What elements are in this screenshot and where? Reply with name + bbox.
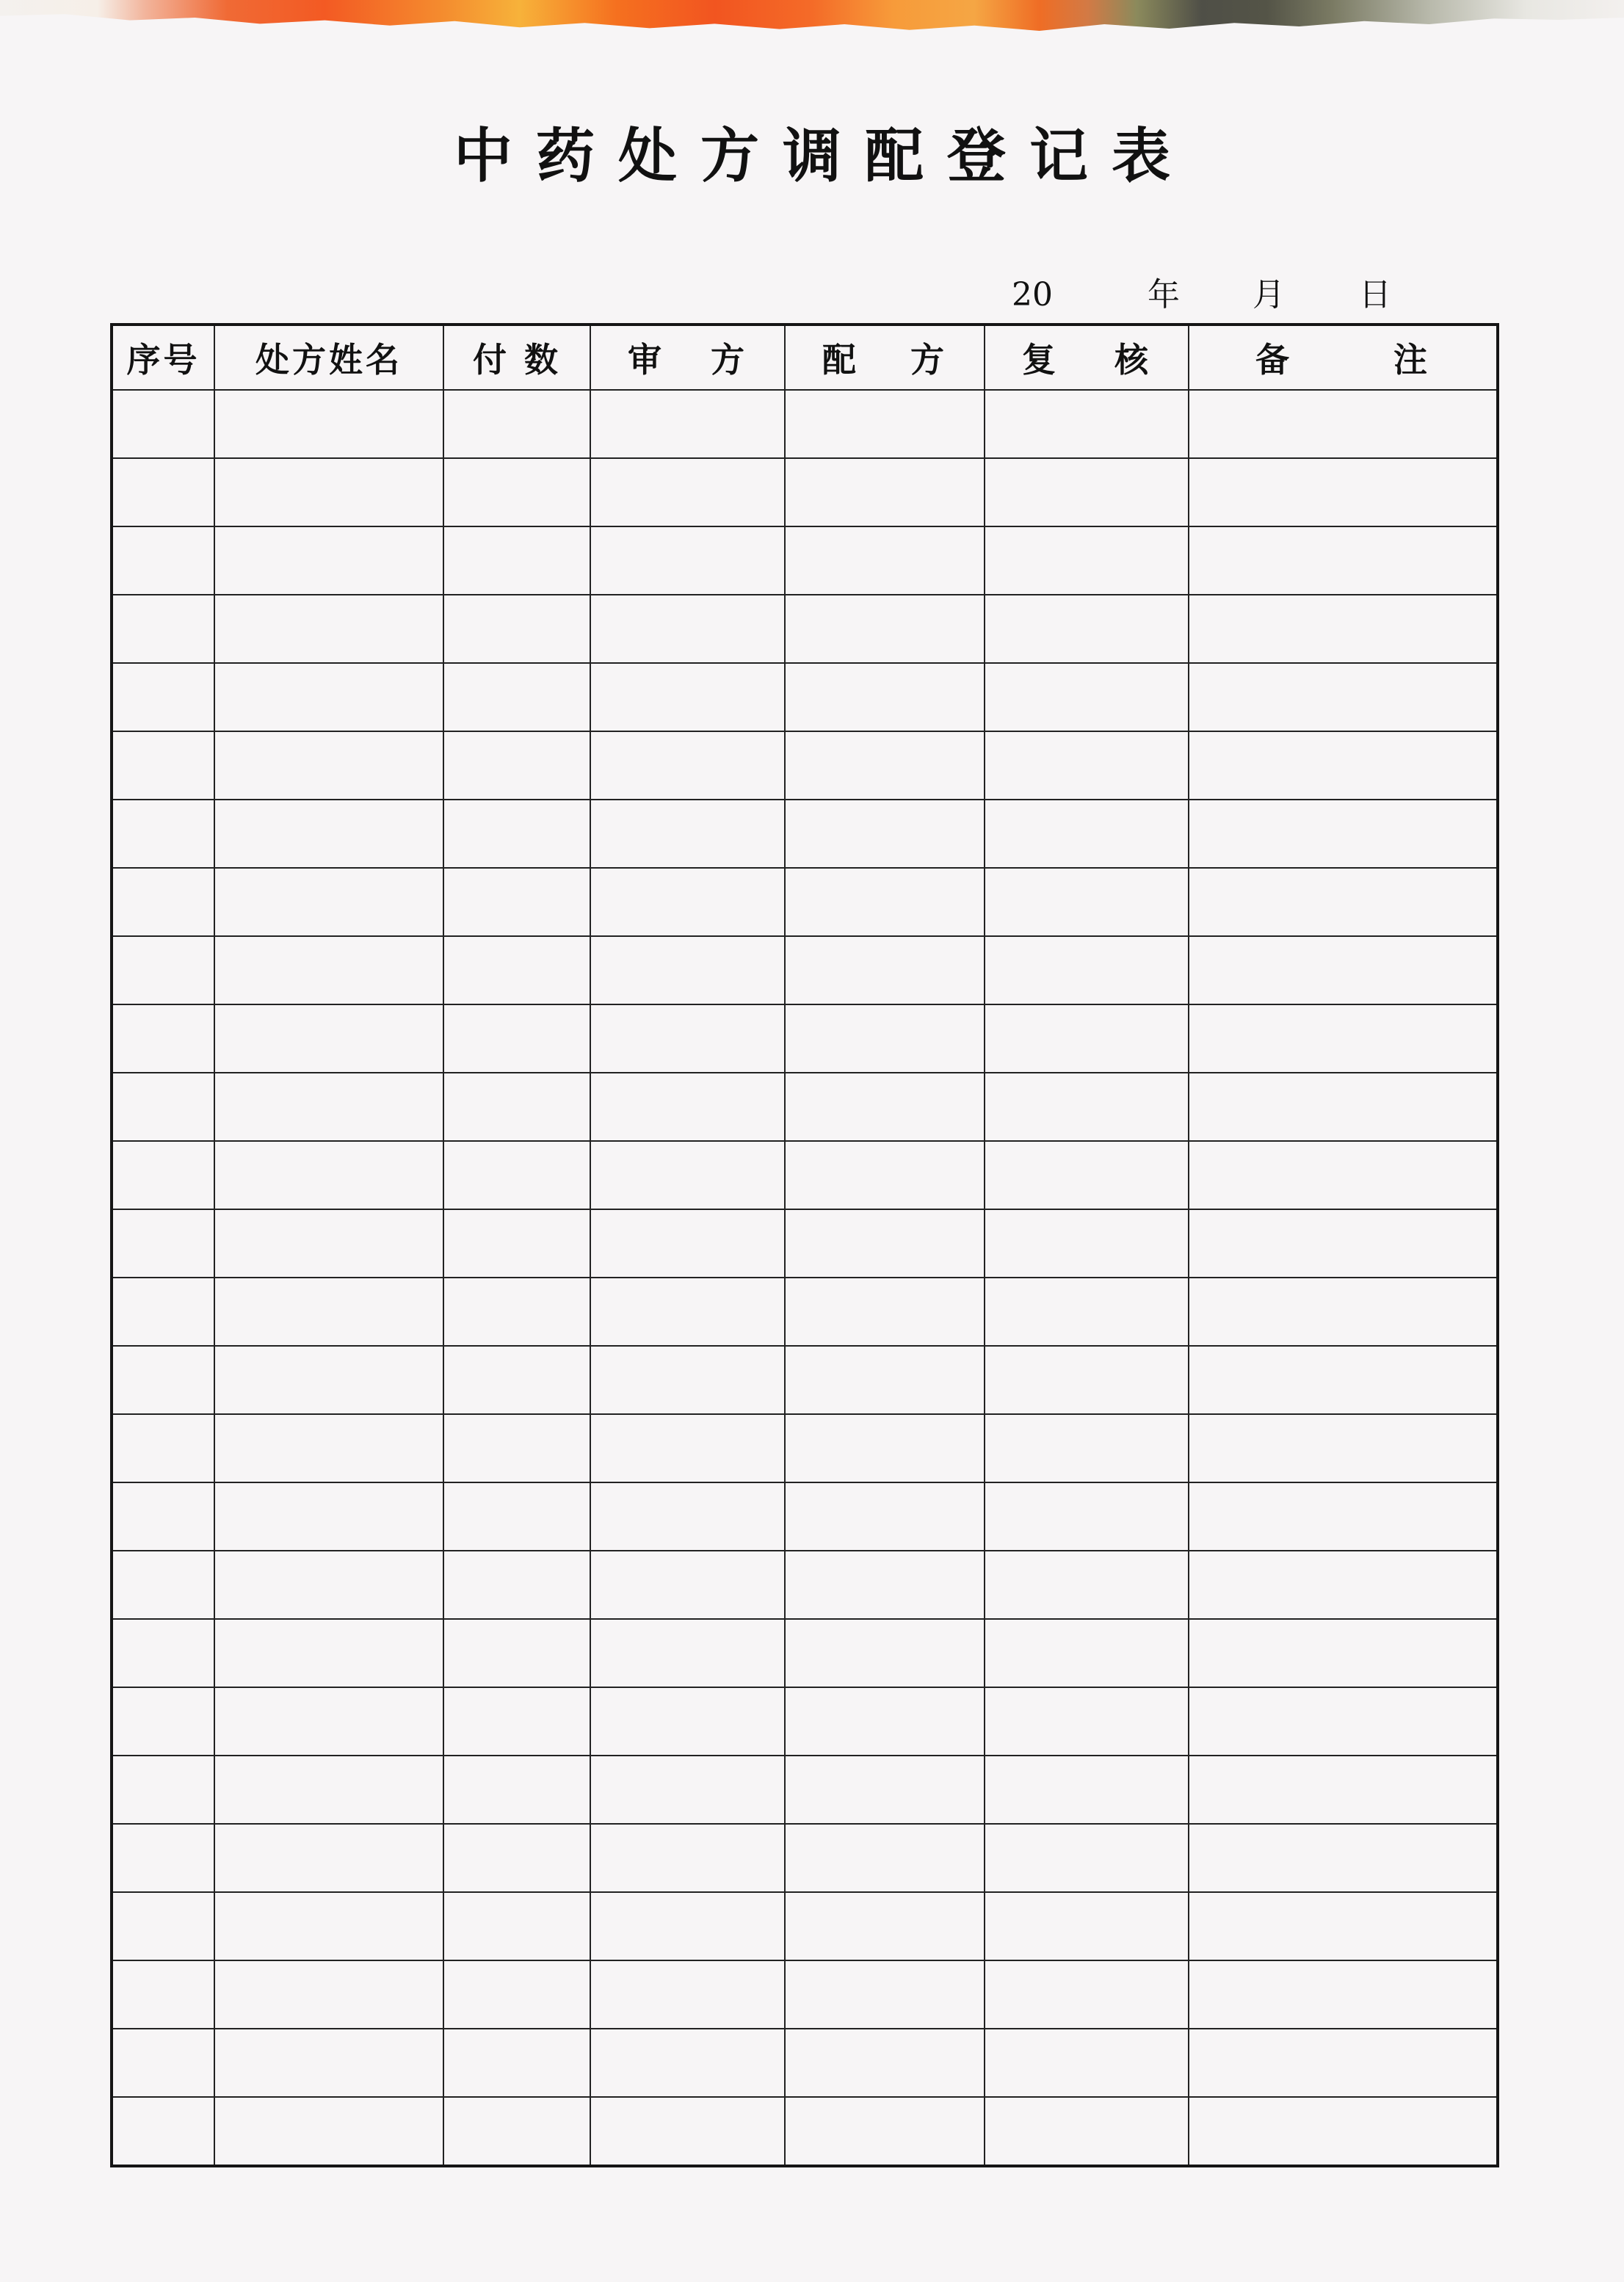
table-cell-dispense[interactable] — [785, 800, 985, 868]
table-cell-remarks[interactable] — [1189, 526, 1498, 595]
table-cell-name[interactable] — [214, 936, 443, 1004]
table-cell-remarks[interactable] — [1189, 1619, 1498, 1687]
table-cell-name[interactable] — [214, 1073, 443, 1141]
table-cell-dispense[interactable] — [785, 2097, 985, 2166]
table-cell-recheck[interactable] — [985, 1209, 1189, 1278]
table-row — [112, 1482, 1498, 1551]
table-cell-dispense[interactable] — [785, 731, 985, 800]
table-cell-name[interactable] — [214, 595, 443, 663]
header-dispense-part-2: 方 — [910, 340, 947, 380]
table-cell-count[interactable] — [443, 390, 590, 458]
table-cell-dispense[interactable] — [785, 1551, 985, 1619]
table-row — [112, 1209, 1498, 1278]
table-cell-remarks[interactable] — [1189, 663, 1498, 731]
table-cell-seq[interactable] — [112, 1824, 214, 1892]
table-cell-recheck[interactable] — [985, 868, 1189, 936]
table-cell-seq[interactable] — [112, 1960, 214, 2029]
table-cell-remarks[interactable] — [1189, 1141, 1498, 1209]
table-cell-seq[interactable] — [112, 1892, 214, 1960]
table-cell-review[interactable] — [590, 1278, 785, 1346]
table-cell-count[interactable] — [443, 663, 590, 731]
table-cell-remarks[interactable] — [1189, 1892, 1498, 1960]
table-cell-dispense[interactable] — [785, 1892, 985, 1960]
table-cell-review[interactable] — [590, 1004, 785, 1073]
header-seq: 序号 — [112, 325, 214, 390]
table-cell-count[interactable] — [443, 1346, 590, 1414]
header-review-part-2: 方 — [711, 340, 747, 380]
table-cell-review[interactable] — [590, 800, 785, 868]
table-cell-review[interactable] — [590, 595, 785, 663]
table-cell-remarks[interactable] — [1189, 1824, 1498, 1892]
table-cell-name[interactable] — [214, 1619, 443, 1687]
table-cell-count[interactable] — [443, 1073, 590, 1141]
table-cell-seq[interactable] — [112, 1619, 214, 1687]
table-cell-name[interactable] — [214, 1482, 443, 1551]
table-row — [112, 1141, 1498, 1209]
table-cell-dispense[interactable] — [785, 1141, 985, 1209]
table-cell-review[interactable] — [590, 1073, 785, 1141]
table-cell-seq[interactable] — [112, 390, 214, 458]
table-cell-review[interactable] — [590, 1346, 785, 1414]
table-row — [112, 1960, 1498, 2029]
table-cell-remarks[interactable] — [1189, 1004, 1498, 1073]
table-cell-dispense[interactable] — [785, 1482, 985, 1551]
table-cell-name[interactable] — [214, 2029, 443, 2097]
date-month-label: 月 — [1253, 276, 1285, 314]
table-cell-name[interactable] — [214, 458, 443, 526]
table-cell-dispense[interactable] — [785, 1414, 985, 1482]
table-row — [112, 800, 1498, 868]
table-row — [112, 458, 1498, 526]
table-row — [112, 1824, 1498, 1892]
table-cell-dispense[interactable] — [785, 2029, 985, 2097]
table-cell-count[interactable] — [443, 1687, 590, 1756]
table-cell-name[interactable] — [214, 1551, 443, 1619]
table-cell-dispense[interactable] — [785, 1073, 985, 1141]
table-cell-seq[interactable] — [112, 1482, 214, 1551]
table-cell-review[interactable] — [590, 1687, 785, 1756]
table-cell-seq[interactable] — [112, 1073, 214, 1141]
table-cell-review[interactable] — [590, 1209, 785, 1278]
table-cell-seq[interactable] — [112, 526, 214, 595]
table-cell-count[interactable] — [443, 1278, 590, 1346]
table-cell-recheck[interactable] — [985, 2029, 1189, 2097]
table-cell-remarks[interactable] — [1189, 1756, 1498, 1824]
date-year-label: 年 — [1148, 276, 1180, 314]
table-cell-recheck[interactable] — [985, 1551, 1189, 1619]
table-row — [112, 663, 1498, 731]
table-row — [112, 2029, 1498, 2097]
table-cell-review[interactable] — [590, 1482, 785, 1551]
table-cell-name[interactable] — [214, 1346, 443, 1414]
table-cell-name[interactable] — [214, 663, 443, 731]
table-cell-name[interactable] — [214, 1960, 443, 2029]
table-cell-recheck[interactable] — [985, 1073, 1189, 1141]
table-cell-remarks[interactable] — [1189, 1346, 1498, 1414]
table-cell-name[interactable] — [214, 526, 443, 595]
table-cell-recheck[interactable] — [985, 1960, 1189, 2029]
table-row — [112, 936, 1498, 1004]
header-dispense — [785, 325, 985, 390]
table-row — [112, 868, 1498, 936]
table-cell-seq[interactable] — [112, 800, 214, 868]
table-cell-name[interactable] — [214, 1756, 443, 1824]
table-cell-name[interactable] — [214, 1004, 443, 1073]
table-cell-remarks[interactable] — [1189, 1687, 1498, 1756]
table-cell-review[interactable] — [590, 2097, 785, 2166]
table-cell-recheck[interactable] — [985, 1756, 1189, 1824]
table-cell-seq[interactable] — [112, 1278, 214, 1346]
table-cell-name[interactable] — [214, 800, 443, 868]
table-cell-review[interactable] — [590, 731, 785, 800]
table-row — [112, 595, 1498, 663]
table-cell-remarks[interactable] — [1189, 868, 1498, 936]
table-cell-review[interactable] — [590, 1960, 785, 2029]
table-cell-dispense[interactable] — [785, 1209, 985, 1278]
table-cell-dispense[interactable] — [785, 1960, 985, 2029]
table-cell-review[interactable] — [590, 526, 785, 595]
table-cell-recheck[interactable] — [985, 1141, 1189, 1209]
table-cell-recheck[interactable] — [985, 731, 1189, 800]
table-cell-recheck[interactable] — [985, 595, 1189, 663]
table-cell-name[interactable] — [214, 390, 443, 458]
header-recheck — [985, 325, 1189, 390]
table-cell-recheck[interactable] — [985, 2097, 1189, 2166]
table-cell-count[interactable] — [443, 1824, 590, 1892]
table-cell-count[interactable] — [443, 1141, 590, 1209]
table-cell-seq[interactable] — [112, 936, 214, 1004]
table-cell-review[interactable] — [590, 1824, 785, 1892]
table-cell-dispense[interactable] — [785, 458, 985, 526]
table-cell-name[interactable] — [214, 2097, 443, 2166]
table-cell-count[interactable] — [443, 595, 590, 663]
table-cell-recheck[interactable] — [985, 1619, 1189, 1687]
table-cell-name[interactable] — [214, 731, 443, 800]
table-cell-remarks[interactable] — [1189, 2029, 1498, 2097]
table-cell-dispense[interactable] — [785, 390, 985, 458]
table-cell-recheck[interactable] — [985, 1278, 1189, 1346]
table-cell-seq[interactable] — [112, 595, 214, 663]
table-cell-recheck[interactable] — [985, 458, 1189, 526]
table-cell-review[interactable] — [590, 1141, 785, 1209]
table-cell-seq[interactable] — [112, 1209, 214, 1278]
table-row — [112, 1346, 1498, 1414]
table-cell-remarks[interactable] — [1189, 800, 1498, 868]
table-cell-review[interactable] — [590, 663, 785, 731]
date-day-label: 日 — [1359, 276, 1391, 314]
table-cell-seq[interactable] — [112, 868, 214, 936]
table-cell-dispense[interactable] — [785, 1346, 985, 1414]
table-cell-remarks[interactable] — [1189, 1073, 1498, 1141]
table-cell-count[interactable] — [443, 1551, 590, 1619]
torn-paper-edge — [0, 0, 1624, 44]
table-cell-name[interactable] — [214, 1209, 443, 1278]
table-cell-seq[interactable] — [112, 1004, 214, 1073]
table-cell-seq[interactable] — [112, 663, 214, 731]
table-cell-count[interactable] — [443, 1619, 590, 1687]
table-cell-count[interactable] — [443, 1414, 590, 1482]
table-cell-remarks[interactable] — [1189, 936, 1498, 1004]
table-cell-remarks[interactable] — [1189, 1482, 1498, 1551]
table-cell-count[interactable] — [443, 458, 590, 526]
table-cell-remarks[interactable] — [1189, 390, 1498, 458]
header-count: 付 数 — [443, 325, 590, 390]
table-cell-remarks[interactable] — [1189, 1414, 1498, 1482]
table-cell-remarks[interactable] — [1189, 731, 1498, 800]
table-cell-dispense[interactable] — [785, 1756, 985, 1824]
table-cell-review[interactable] — [590, 1756, 785, 1824]
table-cell-recheck[interactable] — [985, 936, 1189, 1004]
table-cell-dispense[interactable] — [785, 936, 985, 1004]
table-cell-remarks[interactable] — [1189, 2097, 1498, 2166]
header-review — [590, 325, 785, 390]
table-cell-remarks[interactable] — [1189, 1209, 1498, 1278]
table-cell-count[interactable] — [443, 526, 590, 595]
table-cell-review[interactable] — [590, 1892, 785, 1960]
table-row — [112, 390, 1498, 458]
table-row — [112, 1414, 1498, 1482]
table-cell-seq[interactable] — [112, 1414, 214, 1482]
table-cell-count[interactable] — [443, 868, 590, 936]
header-row — [112, 325, 1498, 390]
table-cell-recheck[interactable] — [985, 663, 1189, 731]
table-cell-recheck[interactable] — [985, 1824, 1189, 1892]
table-cell-count[interactable] — [443, 1209, 590, 1278]
table-cell-dispense[interactable] — [785, 1824, 985, 1892]
table-cell-review[interactable] — [590, 458, 785, 526]
table-cell-seq[interactable] — [112, 2029, 214, 2097]
header-recheck-part-2: 核 — [1114, 340, 1151, 380]
table-cell-count[interactable] — [443, 1960, 590, 2029]
table-cell-name[interactable] — [214, 868, 443, 936]
table-cell-name[interactable] — [214, 1141, 443, 1209]
table-cell-seq[interactable] — [112, 1346, 214, 1414]
table-cell-remarks[interactable] — [1189, 595, 1498, 663]
table-cell-dispense[interactable] — [785, 526, 985, 595]
table-cell-dispense[interactable] — [785, 663, 985, 731]
table-cell-name[interactable] — [214, 1414, 443, 1482]
date-year-prefix: 20 — [1012, 276, 1053, 314]
table-cell-dispense[interactable] — [785, 1004, 985, 1073]
table-cell-recheck[interactable] — [985, 390, 1189, 458]
table-row — [112, 1073, 1498, 1141]
table-row — [112, 1619, 1498, 1687]
table-cell-count[interactable] — [443, 936, 590, 1004]
table-cell-seq[interactable] — [112, 1141, 214, 1209]
table-cell-review[interactable] — [590, 2029, 785, 2097]
table-cell-name[interactable] — [214, 1892, 443, 1960]
header-name: 处方姓名 — [214, 325, 443, 390]
table-cell-name[interactable] — [214, 1278, 443, 1346]
table-cell-recheck[interactable] — [985, 800, 1189, 868]
header-remarks-part-2: 注 — [1393, 340, 1430, 380]
table-cell-remarks[interactable] — [1189, 458, 1498, 526]
header-remarks — [1189, 325, 1498, 390]
table-row — [112, 1756, 1498, 1824]
table-cell-recheck[interactable] — [985, 1687, 1189, 1756]
table-cell-count[interactable] — [443, 731, 590, 800]
table-cell-dispense[interactable] — [785, 1278, 985, 1346]
table-cell-review[interactable] — [590, 390, 785, 458]
table-cell-name[interactable] — [214, 1687, 443, 1756]
table-cell-remarks[interactable] — [1189, 1960, 1498, 2029]
table-cell-seq[interactable] — [112, 2097, 214, 2166]
table-cell-review[interactable] — [590, 936, 785, 1004]
table-cell-count[interactable] — [443, 2097, 590, 2166]
table-cell-dispense[interactable] — [785, 1687, 985, 1756]
registration-table — [110, 323, 1499, 2167]
table-cell-count[interactable] — [443, 2029, 590, 2097]
table-cell-name[interactable] — [214, 1824, 443, 1892]
table-cell-remarks[interactable] — [1189, 1278, 1498, 1346]
table-cell-count[interactable] — [443, 1756, 590, 1824]
header-recheck-part-1: 复 — [1022, 340, 1059, 380]
header-remarks-part-1: 备 — [1255, 340, 1292, 380]
form-title: 中药处方调配登记表 — [454, 121, 1194, 190]
table-row — [112, 1687, 1498, 1756]
table-cell-recheck[interactable] — [985, 1004, 1189, 1073]
table-cell-recheck[interactable] — [985, 1346, 1189, 1414]
table-cell-review[interactable] — [590, 1414, 785, 1482]
table-cell-count[interactable] — [443, 1482, 590, 1551]
header-review-part-1: 审 — [628, 340, 664, 380]
table-body — [112, 390, 1498, 2166]
table-cell-count[interactable] — [443, 1004, 590, 1073]
table-cell-review[interactable] — [590, 1551, 785, 1619]
table-cell-recheck[interactable] — [985, 1892, 1189, 1960]
table-cell-seq[interactable] — [112, 458, 214, 526]
table-row — [112, 1892, 1498, 1960]
table-cell-seq[interactable] — [112, 1687, 214, 1756]
table-row — [112, 2097, 1498, 2166]
table-cell-recheck[interactable] — [985, 1482, 1189, 1551]
table-cell-dispense[interactable] — [785, 595, 985, 663]
table-cell-seq[interactable] — [112, 1756, 214, 1824]
table-cell-seq[interactable] — [112, 1551, 214, 1619]
header-dispense-part-1: 配 — [822, 340, 859, 380]
table-row — [112, 526, 1498, 595]
table-cell-remarks[interactable] — [1189, 1551, 1498, 1619]
table-cell-seq[interactable] — [112, 731, 214, 800]
table-cell-count[interactable] — [443, 800, 590, 868]
table-row — [112, 1004, 1498, 1073]
table-cell-dispense[interactable] — [785, 868, 985, 936]
table-row — [112, 1551, 1498, 1619]
table-row — [112, 1278, 1498, 1346]
table-row — [112, 731, 1498, 800]
table-cell-review[interactable] — [590, 1619, 785, 1687]
table-cell-count[interactable] — [443, 1892, 590, 1960]
table-cell-dispense[interactable] — [785, 1619, 985, 1687]
table-cell-recheck[interactable] — [985, 1414, 1189, 1482]
table-cell-review[interactable] — [590, 868, 785, 936]
table-cell-recheck[interactable] — [985, 526, 1189, 595]
